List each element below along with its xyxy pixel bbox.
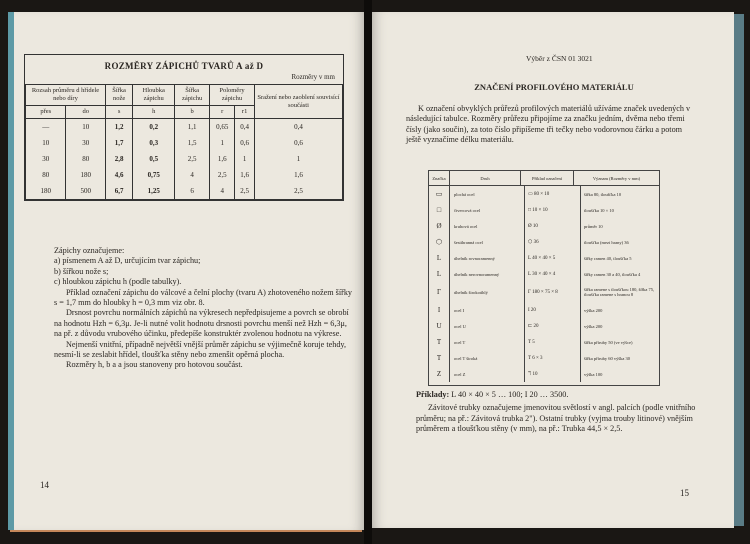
paragraph: Zápichy označujeme:: [54, 246, 125, 255]
header-s: s: [105, 106, 132, 119]
cell: ocel Z: [450, 366, 525, 382]
right-page: [372, 12, 734, 528]
cell: výška 100: [584, 371, 603, 377]
header-to: do: [66, 106, 105, 119]
paragraph: K označení obvyklých průřezů profilových materiálů užíváme značek uvedených v následující tabulce. Rozměry průřezu připojíme za značku jedním, dvěma nebo třemi čísly (jako součin), za toto číslo připíšeme tři tečky nebo vodorovnou čárku a potom ještě vyznačíme délku materiálu.: [406, 104, 691, 145]
table-row: [26, 151, 343, 167]
header-depth: Hloubka zápichu: [133, 85, 175, 106]
cell: 4: [210, 183, 235, 200]
cell: 180: [66, 167, 105, 183]
cell: šířka ramene s tloušťkou 180, šířka 75, tloušťka ramene s hranou 8: [584, 287, 655, 297]
cell: 1,6: [210, 151, 235, 167]
col-header: Značka: [429, 171, 450, 185]
examples-line: [416, 390, 706, 400]
profile-symbol-icon: T: [429, 334, 450, 350]
profile-symbol-icon: L: [429, 266, 450, 282]
table-row: [26, 167, 343, 183]
book-spine: [364, 0, 372, 544]
cell: 1,6: [235, 167, 255, 183]
header-r1: r1: [235, 106, 255, 119]
header-diameter: Rozsah průměru d hřídele nebo díry: [26, 85, 106, 106]
cell: šířky ramen 40, tloušťka 5: [584, 255, 632, 261]
cell: 4: [175, 167, 210, 183]
cell: 80: [26, 167, 66, 183]
book-cover-edge: [734, 14, 744, 526]
cell: 1,25: [133, 183, 175, 200]
cell: ℸ 10: [525, 366, 581, 382]
col-header: Druh: [450, 171, 521, 185]
cell: Ø 10: [525, 218, 581, 234]
header-chamfer: Sražení nebo zaoblení souvisící součásti: [254, 85, 342, 119]
cell: šířky ramen 30 a 40, tloušťka 4: [584, 271, 641, 277]
table-row: [429, 302, 659, 318]
profile-symbol-icon: Z: [429, 366, 450, 382]
cell: plochá ocel: [450, 186, 525, 202]
cell: úhelník rovnoramenný: [450, 250, 525, 266]
paragraph: a) písmenem A až D, určujícím tvar zápichu;: [54, 256, 201, 266]
cell: šestihranná ocel: [450, 234, 525, 250]
table-row: [26, 135, 343, 151]
header-r: r: [210, 106, 235, 119]
paragraph: c) hloubkou zápichu h (podle tabulky).: [54, 277, 182, 287]
cell: ocel I: [450, 302, 525, 318]
cell: kruhová ocel: [450, 218, 525, 234]
cell: úhelník nerovnoramenný: [450, 266, 525, 282]
cell: 180: [26, 183, 66, 200]
dimensions-table: [25, 84, 343, 200]
cell: průměr 10: [584, 223, 603, 229]
examples-value: L 40 × 40 × 5 … 100; I 20 … 3500.: [451, 390, 569, 399]
profile-symbol-icon: □: [429, 202, 450, 218]
table-row: [429, 334, 659, 350]
cell: 6,7: [105, 183, 132, 200]
header-radii: Poloměry zápichu: [210, 85, 255, 106]
cell: ⬡ 36: [525, 234, 581, 250]
cell: čtvercová ocel: [450, 202, 525, 218]
table-row: [26, 183, 343, 200]
paragraph: b) šířkou nože s;: [54, 266, 109, 276]
cell: 2,8: [105, 151, 132, 167]
table-row: [429, 250, 659, 266]
cell: 4,6: [105, 167, 132, 183]
paragraph: Drsnost povrchu normálních zápichů na výkresech nepředpisujeme a povrch se obrobí na hodnotu Hzh = 6,3μ. Je-li nutné volit hodnotu drsnosti povrchu menší než Hzh = 6,3μ, na př. z důvodu vrubového účinku, předepíše konstruktér zvolenou hodnotu na výkrese.: [54, 308, 349, 339]
cell: 80: [66, 151, 105, 167]
cell: výška 200: [584, 323, 603, 329]
cell: T 5: [525, 334, 581, 350]
table-row: [26, 119, 343, 136]
profile-symbol-icon: I: [429, 302, 450, 318]
profile-symbol-icon: U: [429, 318, 450, 334]
profile-material-table: [428, 170, 660, 386]
cell: ▭ 80 × 10: [525, 186, 581, 202]
cell: Γ 180 × 75 × 8: [525, 282, 581, 302]
cell: 0,65: [210, 119, 235, 136]
cell: 2,5: [175, 151, 210, 167]
table-row: [429, 186, 659, 202]
cell: 10: [66, 119, 105, 136]
cell: 0,6: [235, 135, 255, 151]
cell: 2,5: [254, 183, 342, 200]
cell: L 30 × 40 × 4: [525, 266, 581, 282]
cell: 0,4: [254, 119, 342, 136]
cell: L 40 × 40 × 5: [525, 250, 581, 266]
cell: 0,3: [133, 135, 175, 151]
cell: 0,4: [235, 119, 255, 136]
left-page: [8, 12, 364, 530]
cell: 500: [66, 183, 105, 200]
cell: 1: [210, 135, 235, 151]
cell: 30: [26, 151, 66, 167]
cell: 1,1: [175, 119, 210, 136]
table-units: Rozměry v mm: [291, 73, 335, 81]
cell: šířka příruby 60 výška 30: [584, 355, 630, 361]
cell: ⊏ 20: [525, 318, 581, 334]
page-title: ZNAČENÍ PROFILOVÉHO MATERIÁLU: [474, 82, 634, 92]
table-row: [429, 266, 659, 282]
profile-symbol-icon: L: [429, 250, 450, 266]
table-row: [429, 350, 659, 366]
cell: —: [26, 119, 66, 136]
examples-label: Příklady:: [416, 390, 450, 399]
cell: ocel U: [450, 318, 525, 334]
paragraph: Závitové trubky označujeme jmenovitou světlostí v angl. palcích (podle vnitřního průměru; na př.: Závitová trubka 2"). Ostatní trubky (vyjma trouby litinové) vnějším průměrem a tloušťkou stěny (v mm), na př.: Trubka 44,5 × 2,5.: [416, 403, 696, 434]
cell: úhelník širokoúhlý: [450, 282, 525, 302]
cell: tloušťka 10 × 10: [584, 207, 614, 213]
header-width: Šířka zápichu: [175, 85, 210, 106]
cell: 10: [26, 135, 66, 151]
profile-symbol-icon: ▭: [429, 186, 450, 202]
page-number: 14: [40, 480, 49, 490]
intro-text: [406, 104, 696, 146]
cell: □ 10 × 10: [525, 202, 581, 218]
cell: 1: [254, 151, 342, 167]
table-row: [429, 318, 659, 334]
cell: 1,6: [254, 167, 342, 183]
col-header: Příklad označení: [521, 171, 574, 185]
paragraph: Nejmenší vnitřní, případně největší vnější průměr zápichu se výjimečně koruje tehdy, nesmí-li se zeslabit hřídel, tloušťka stěny nebo zmenšit opěrná plocha.: [54, 339, 347, 360]
cell: 2,5: [210, 167, 235, 183]
cell: 0,75: [133, 167, 175, 183]
page-number: 15: [680, 488, 689, 498]
header-h: h: [133, 106, 175, 119]
cell: 30: [66, 135, 105, 151]
cell: 1,2: [105, 119, 132, 136]
table-row: [429, 366, 659, 382]
paragraph: Příklad označení zápichu do válcové a čelní plochy (tvaru A) zhotoveného nožem šířky s = 1,7 mm do hloubky h = 0,3 mm viz obr. 8.: [54, 287, 353, 308]
cell: 0,2: [133, 119, 175, 136]
table-title: ROZMĚRY ZÁPICHŮ TVARŮ A až D: [104, 61, 264, 71]
cell: 1,5: [175, 135, 210, 151]
cell: tloušťka (mezi hrany) 36: [584, 239, 629, 245]
table-header: [429, 171, 659, 186]
cell: 1,7: [105, 135, 132, 151]
header-knife-width: Šířka nože: [105, 85, 132, 106]
cell: I 20: [525, 302, 581, 318]
table-row: [429, 282, 659, 302]
col-header: Význam (Rozměry v mm): [592, 175, 641, 181]
table-row: [429, 218, 659, 234]
examples-text: [416, 390, 706, 435]
cell: šířka příruby 50 (ve výšce): [584, 339, 633, 345]
left-body-text: [54, 246, 354, 371]
profile-symbol-icon: Γ: [429, 282, 450, 302]
header-from: přes: [26, 106, 66, 119]
groove-dimensions-table: [24, 54, 344, 201]
paragraph: Rozměry h, b a a jsou stanoveny pro hotovou součást.: [66, 360, 243, 370]
cell: 0,5: [133, 151, 175, 167]
cell: 6: [175, 183, 210, 200]
cell: T 6 × 3: [525, 350, 581, 366]
cell: 1: [235, 151, 255, 167]
table-row: [429, 202, 659, 218]
cell: 2,5: [235, 183, 255, 200]
header-b: b: [175, 106, 210, 119]
cell: výška 200: [584, 307, 603, 313]
profile-symbol-icon: Ø: [429, 218, 450, 234]
profile-symbol-icon: ⬡: [429, 234, 450, 250]
cell: ocel T: [450, 334, 525, 350]
table-row: [429, 234, 659, 250]
page-header: Výběr z ČSN 01 3021: [526, 54, 593, 63]
cell: 0,6: [254, 135, 342, 151]
cell: šířka 80, tloušťka 10: [584, 191, 622, 197]
profile-symbol-icon: T: [429, 350, 450, 366]
cell: ocel T široká: [450, 350, 525, 366]
